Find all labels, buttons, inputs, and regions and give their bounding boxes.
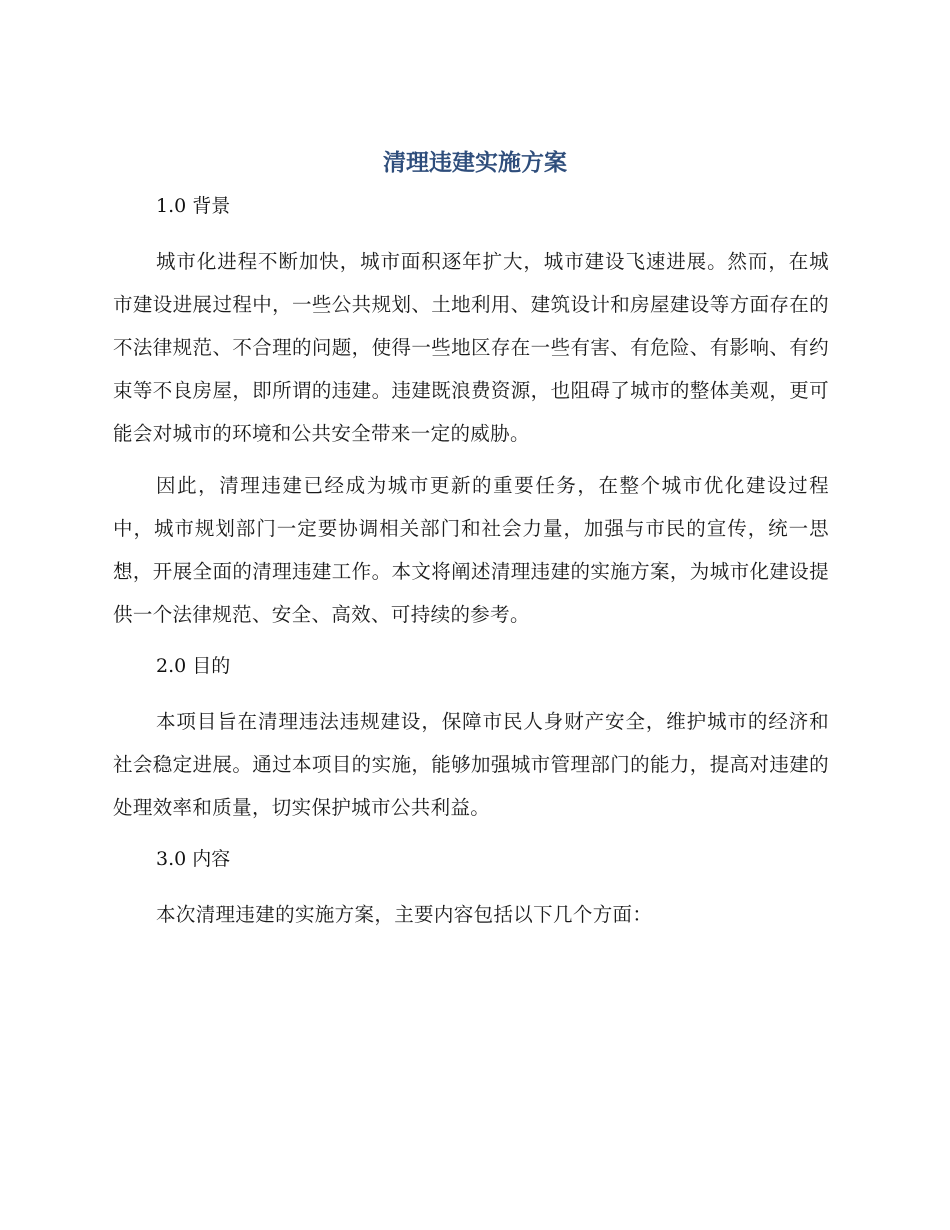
paragraph-purpose: 本项目旨在清理违法违规建设，保障市民人身财产安全，维护城市的经济和社会稳定进展。通过本项目的实施，能够加强城市管理部门的能力，提高对违建的处理效率和质量，切实保护城市公共利益。 (113, 710, 829, 819)
paragraph-background-1: 城市化进程不断加快，城市面积逐年扩大，城市建设飞速进展。然而，在城市建设进展过程中，一些公共规划、土地利用、建筑设计和房屋建设等方面存在的不法律规范、不合理的问题，使得一些地区存在一些有害、有危险、有影响、有约束等不良房屋，即所谓的违建。违建既浪费资源，也阻碍了城市的整体美观，更可能会对城市的环境和公共安全带来一定的威胁。 (113, 250, 829, 445)
section-heading-content: 3.0 内容 (156, 848, 231, 870)
paragraph-background-2: 因此，清理违建已经成为城市更新的重要任务，在整个城市优化建设过程中，城市规划部门一定要协调相关部门和社会力量，加强与市民的宣传，统一思想，开展全面的清理违建工作。本文将阐述清理违建的实施方案，为城市化建设提供一个法律规范、安全、高效、可持续的参考。 (113, 474, 829, 626)
section-heading-purpose: 2.0 目的 (156, 655, 231, 677)
section-heading-background: 1.0 背景 (156, 195, 231, 217)
document-title: 清理违建实施方案 (383, 150, 567, 176)
paragraph-content: 本次清理违建的实施方案，主要内容包括以下几个方面： (156, 903, 653, 926)
